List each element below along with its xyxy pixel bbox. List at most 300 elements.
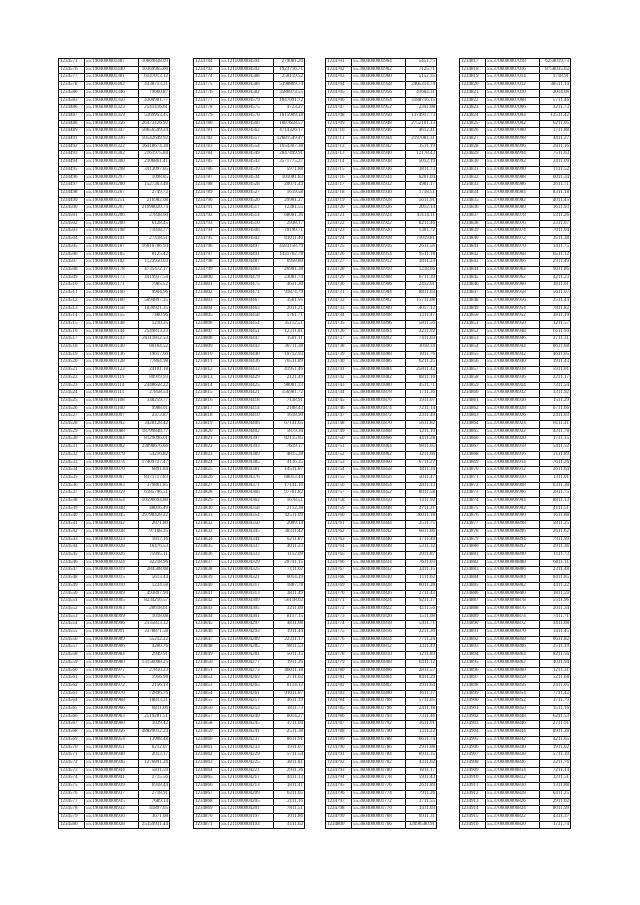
coordinate-cell: 55.3706000007006 (486, 105, 540, 113)
record-id-cell: 1234847 (460, 290, 486, 298)
amount-cell: 4011.94 (540, 659, 571, 667)
amount-cell: 98081.33 (274, 382, 305, 390)
record-id-cell: 1234540 (59, 513, 85, 521)
amount-cell: 1847091.72 (274, 97, 305, 105)
amount-cell: 2111.89 (540, 451, 571, 459)
amount-cell: 1311.47 (406, 313, 437, 321)
amount-cell: 81011.40 (274, 236, 305, 244)
table-row (194, 474, 305, 482)
record-id-cell: 1234552 (59, 605, 85, 613)
amount-cell: 38511.14 (540, 82, 571, 90)
coordinate-cell: 55.3706000006858 (486, 675, 540, 683)
amount-cell: 3311.92 (540, 390, 571, 398)
table-row (460, 305, 571, 313)
record-id-cell: 1234505 (59, 243, 85, 251)
coordinate-cell: 55.3706000006840 (486, 744, 540, 752)
coordinate-cell: 55.3706000006906 (486, 490, 540, 498)
record-id-cell: 1234813 (194, 374, 220, 382)
amount-cell: 1618.90 (274, 413, 305, 421)
amount-cell: 1718.51 (406, 189, 437, 197)
amount-cell: 7211.14 (540, 767, 571, 775)
record-id-cell: 1234893 (460, 644, 486, 652)
amount-cell: 12681549.47 (274, 136, 305, 144)
amount-cell: 7811.51 (274, 806, 305, 814)
amount-cell: 3711.04 (274, 721, 305, 729)
coordinate-cell: 55.3706000006968 (486, 251, 540, 259)
record-id-cell: 1234846 (194, 629, 220, 637)
table-row (59, 66, 170, 74)
coordinate-cell: 55.1904000001119 (85, 374, 139, 382)
coordinate-cell: 55.3706000006932 (486, 390, 540, 398)
record-id-cell: 1234516 (59, 328, 85, 336)
coordinate-cell: 55.3706000006860 (486, 667, 540, 675)
record-id-cell: 1234717 (326, 182, 352, 190)
coordinate-cell: 55.3706000006946 (486, 336, 540, 344)
table-row (194, 744, 305, 752)
table-row (59, 205, 170, 213)
record-id-cell: 1234747 (326, 413, 352, 421)
record-id-cell: 1234784 (326, 698, 352, 706)
amount-cell: 4815.28 (274, 451, 305, 459)
table-row (460, 605, 571, 613)
coordinate-cell: 55.3604000001768 (352, 813, 406, 821)
table-row (194, 575, 305, 583)
record-id-cell: 1234853 (194, 682, 220, 690)
amount-cell: 5811.25 (540, 521, 571, 529)
amount-cell: 10369965.60 (139, 66, 170, 74)
amount-cell: 23081.74 (274, 274, 305, 282)
coordinate-cell: 55.1904000000970 (85, 690, 139, 698)
table-row (460, 59, 571, 67)
record-id-cell: 1234870 (194, 813, 220, 821)
table-row (326, 690, 437, 698)
amount-cell: 2711.31 (540, 336, 571, 344)
amount-cell: 2511.19 (540, 644, 571, 652)
amount-cell: 1311.88 (540, 783, 571, 791)
record-id-cell: 1234822 (460, 97, 486, 105)
coordinate-cell: 55.3706000006918 (486, 444, 540, 452)
table-row (326, 228, 437, 236)
record-id-cell: 1234737 (326, 336, 352, 344)
table-row (460, 513, 571, 521)
record-id-cell: 1234537 (59, 490, 85, 498)
amount-cell: 1111.62 (406, 575, 437, 583)
record-id-cell: 1234767 (326, 567, 352, 575)
amount-cell: 7311.46 (406, 713, 437, 721)
coordinate-cell: 55.1211000004534 (220, 174, 274, 182)
amount-cell: 3611.91 (406, 721, 437, 729)
record-id-cell: 1234519 (59, 351, 85, 359)
record-id-cell: 1234785 (194, 159, 220, 167)
table-row (460, 783, 571, 791)
coordinate-cell: 55.1904000001005 (85, 598, 139, 606)
table-row (194, 759, 305, 767)
record-id-cell: 1234879 (460, 536, 486, 544)
record-id-cell: 1234778 (194, 105, 220, 113)
table-row (326, 729, 437, 737)
record-id-cell: 1234849 (194, 652, 220, 660)
table-row (326, 659, 437, 667)
table-row (59, 290, 170, 298)
record-id-cell: 1234722 (326, 220, 352, 228)
amount-cell: 2373.87 (139, 413, 170, 421)
record-id-cell: 1234526 (59, 405, 85, 413)
record-id-cell: 1234529 (59, 428, 85, 436)
coordinate-cell: 55.3706000006900 (486, 513, 540, 521)
record-id-cell: 1234913 (460, 798, 486, 806)
record-id-cell: 1234894 (460, 652, 486, 660)
coordinate-cell: 55.3604000001822 (352, 605, 406, 613)
record-id-cell: 1234554 (59, 621, 85, 629)
record-id-cell: 1234757 (326, 490, 352, 498)
record-id-cell: 1234782 (194, 136, 220, 144)
amount-cell: 1879.36 (274, 428, 305, 436)
amount-cell: 2411.18 (406, 706, 437, 714)
record-id-cell: 1234739 (326, 351, 352, 359)
coordinate-cell: 55.3604000001852 (352, 490, 406, 498)
table-row (326, 667, 437, 675)
coordinate-cell: 55.1904000001097 (85, 413, 139, 421)
coordinate-cell: 55.1904000000956 (85, 729, 139, 737)
record-id-cell: 1234740 (326, 359, 352, 367)
coordinate-cell: 55.1211000004575 (220, 105, 274, 113)
table-row (59, 351, 170, 359)
coordinate-cell: 55.3604000001888 (352, 351, 406, 359)
coordinate-cell: 55.1211000004487 (220, 259, 274, 267)
record-id-cell: 1234729 (326, 274, 352, 282)
table-row (194, 613, 305, 621)
amount-cell: 1011.86 (274, 813, 305, 821)
coordinate-cell: 55.1211000004333 (220, 552, 274, 560)
table-row (460, 613, 571, 621)
coordinate-cell: 55.1904000001084 (85, 436, 139, 444)
table-row (194, 721, 305, 729)
record-id-cell: 1234844 (460, 266, 486, 274)
amount-cell: 2106861.41 (139, 159, 170, 167)
coordinate-cell: 55.3604000001798 (352, 698, 406, 706)
amount-cell: 16476.53 (139, 544, 170, 552)
amount-cell: 5012.19 (406, 159, 437, 167)
record-id-cell: 1234810 (194, 351, 220, 359)
amount-cell: 1111.52 (540, 166, 571, 174)
ledger-column-3 (325, 58, 437, 829)
amount-cell: 6911.31 (406, 813, 437, 821)
table-row (460, 482, 571, 490)
table-row (460, 251, 571, 259)
table-row (59, 783, 170, 791)
record-id-cell: 1234518 (59, 344, 85, 352)
coordinate-cell: 55.3706000006916 (486, 451, 540, 459)
amount-cell: 7619.17 (274, 444, 305, 452)
record-id-cell: 1234843 (460, 259, 486, 267)
coordinate-cell: 55.3706000006882 (486, 582, 540, 590)
record-id-cell: 1234716 (326, 174, 352, 182)
coordinate-cell: 55.3706000006838 (486, 752, 540, 760)
coordinate-cell: 55.1904000001048 (85, 505, 139, 513)
amount-cell: 2161975.84 (139, 151, 170, 159)
record-id-cell: 1234910 (460, 775, 486, 783)
record-id-cell: 1234752 (326, 451, 352, 459)
table-row (326, 120, 437, 128)
coordinate-cell: 55.1904000001088 (85, 428, 139, 436)
record-id-cell: 1234867 (460, 444, 486, 452)
table-row (194, 159, 305, 167)
record-id-cell: 1234816 (194, 397, 220, 405)
coordinate-cell: 55.1904000000930 (85, 813, 139, 821)
record-id-cell: 1234783 (194, 143, 220, 151)
record-id-cell: 1234854 (194, 690, 220, 698)
table-row (59, 367, 170, 375)
table-row (460, 629, 571, 637)
amount-cell: 4300901.77 (139, 97, 170, 105)
amount-cell: 5711.46 (540, 97, 571, 105)
record-id-cell: 1234539 (59, 505, 85, 513)
table-row (326, 151, 437, 159)
table-row (194, 166, 305, 174)
amount-cell: 284508.08 (139, 567, 170, 575)
ledger-column-4 (459, 58, 571, 829)
table-row (460, 806, 571, 814)
amount-cell: 20741.15 (274, 559, 305, 567)
record-id-cell: 1234820 (194, 428, 220, 436)
table-row (326, 759, 437, 767)
table-row (460, 197, 571, 205)
amount-cell: 4611.05 (540, 351, 571, 359)
coordinate-cell: 55.1904000001198 (85, 228, 139, 236)
coordinate-cell: 55.3604000001850 (352, 498, 406, 506)
amount-cell: 6211.05 (540, 120, 571, 128)
coordinate-cell: 55.3604000001840 (352, 536, 406, 544)
amount-cell: 3428128.42 (139, 421, 170, 429)
table-row (460, 351, 571, 359)
record-id-cell: 1234751 (326, 444, 352, 452)
record-id-cell: 1234557 (59, 644, 85, 652)
coordinate-cell: 55.3604000001908 (352, 274, 406, 282)
coordinate-cell: 55.3706000006898 (486, 521, 540, 529)
record-id-cell: 1234579 (59, 813, 85, 821)
coordinate-cell: 55.1211000004257 (220, 698, 274, 706)
amount-cell: 1619.58 (274, 189, 305, 197)
coordinate-cell: 55.1904000001185 (85, 251, 139, 259)
table-row (194, 444, 305, 452)
coordinate-cell: 55.3604000001832 (352, 567, 406, 575)
amount-cell: 10669838.09 (139, 59, 170, 67)
table-row (326, 498, 437, 506)
table-row (460, 397, 571, 405)
amount-cell: 1611.37 (406, 690, 437, 698)
coordinate-cell: 55.3604000001876 (352, 397, 406, 405)
table-row (59, 182, 170, 190)
amount-cell: 14511.87 (274, 467, 305, 475)
table-row (326, 698, 437, 706)
coordinate-cell: 55.3604000001960 (352, 74, 406, 82)
table-row (326, 66, 437, 74)
coordinate-cell: 55.1904000001300 (85, 159, 139, 167)
record-id-cell: 1234837 (460, 213, 486, 221)
record-id-cell: 1234530 (59, 436, 85, 444)
coordinate-cell: 55.3604000001930 (352, 189, 406, 197)
record-id-cell: 1234794 (326, 775, 352, 783)
record-id-cell: 1234774 (194, 74, 220, 82)
coordinate-cell: 55.3604000001904 (352, 290, 406, 298)
table-row (460, 97, 571, 105)
table-row (59, 713, 170, 721)
amount-cell: 2711.63 (274, 675, 305, 683)
record-id-cell: 1234578 (59, 82, 85, 90)
record-id-cell: 1234793 (326, 767, 352, 775)
amount-cell: 12311.81 (274, 328, 305, 336)
coordinate-cell: 55.1211000004418 (220, 397, 274, 405)
record-id-cell: 1234569 (59, 736, 85, 744)
table-row (59, 605, 170, 613)
amount-cell: 1234.58 (139, 582, 170, 590)
amount-cell: 82115.05 (274, 436, 305, 444)
amount-cell: 3211.51 (540, 775, 571, 783)
amount-cell: 2011.21 (274, 305, 305, 313)
table-row (460, 636, 571, 644)
amount-cell: 6811.06 (406, 528, 437, 536)
table-row (460, 182, 571, 190)
table-row (59, 444, 170, 452)
amount-cell: 80919.93 (139, 374, 170, 382)
coordinate-cell: 55.1211000004329 (220, 559, 274, 567)
amount-cell: 1511.08 (406, 613, 437, 621)
amount-cell: 12511.42 (540, 112, 571, 120)
coordinate-cell: 55.3706000006982 (486, 197, 540, 205)
amount-cell: 1761.71 (274, 313, 305, 321)
coordinate-cell: 55.1904000001070 (85, 467, 139, 475)
table-row (194, 421, 305, 429)
amount-cell: 41951.46 (274, 367, 305, 375)
table-row (326, 405, 437, 413)
amount-cell: 1411.75 (540, 243, 571, 251)
amount-cell: 4583158.79 (274, 243, 305, 251)
amount-cell: 42511.09 (274, 513, 305, 521)
amount-cell: 1374917.73 (406, 112, 437, 120)
table-row (194, 97, 305, 105)
record-id-cell: 1234899 (460, 690, 486, 698)
record-id-cell: 1234547 (59, 567, 85, 575)
amount-cell: 8411.29 (406, 675, 437, 683)
record-id-cell: 1234553 (59, 613, 85, 621)
table-row (460, 297, 571, 305)
amount-cell: 1611.88 (540, 513, 571, 521)
amount-cell: 8011.58 (406, 490, 437, 498)
coordinate-cell: 55.3706000007010 (486, 89, 540, 97)
record-id-cell: 1234786 (326, 713, 352, 721)
record-id-cell: 1234564 (59, 698, 85, 706)
amount-cell: 1956.98 (139, 675, 170, 683)
coordinate-cell: 55.3604000001782 (352, 759, 406, 767)
coordinate-cell: 55.3604000001864 (352, 444, 406, 452)
amount-cell: 2611.62 (540, 528, 571, 536)
record-id-cell: 1234548 (59, 575, 85, 583)
coordinate-cell: 55.3604000001924 (352, 213, 406, 221)
amount-cell: 8111.41 (540, 421, 571, 429)
amount-cell: 1923716.71 (274, 66, 305, 74)
record-id-cell: 1234525 (59, 397, 85, 405)
table-row (326, 390, 437, 398)
record-id-cell: 1234741 (326, 367, 352, 375)
coordinate-cell: 55.1211000004451 (220, 328, 274, 336)
amount-cell: 6014.19 (274, 575, 305, 583)
table-row (194, 205, 305, 213)
coordinate-cell: 55.3604000001962 (352, 66, 406, 74)
amount-cell: 258119.52 (274, 74, 305, 82)
record-id-cell: 1234824 (460, 112, 486, 120)
table-row (194, 713, 305, 721)
record-id-cell: 1234868 (460, 451, 486, 459)
amount-cell: 8234216.57 (139, 598, 170, 606)
coordinate-cell: 55.3706000006888 (486, 559, 540, 567)
record-id-cell: 1234511 (59, 290, 85, 298)
amount-cell: 54216.82 (139, 451, 170, 459)
coordinate-cell: 55.3706000006994 (486, 151, 540, 159)
coordinate-cell: 55.1211000004289 (220, 636, 274, 644)
coordinate-cell: 55.1904000001200 (85, 220, 139, 228)
coordinate-cell: 55.3706000006828 (486, 790, 540, 798)
record-id-cell: 1234783 (326, 690, 352, 698)
coordinate-cell: 55.1211000004245 (220, 721, 274, 729)
coordinate-cell: 55.1211000004543 (220, 159, 274, 167)
coordinate-cell: 55.1211000004317 (220, 582, 274, 590)
coordinate-cell: 55.3706000006836 (486, 759, 540, 767)
amount-cell: 1311.01 (540, 474, 571, 482)
record-id-cell: 1234720 (326, 205, 352, 213)
amount-cell: 55212.22 (139, 636, 170, 644)
table-row (460, 813, 571, 821)
amount-cell: 4411.27 (540, 136, 571, 144)
coordinate-cell: 55.1904000001171 (85, 282, 139, 290)
coordinate-cell: 55.1211000004237 (220, 736, 274, 744)
coordinate-cell: 55.3604000001918 (352, 236, 406, 244)
amount-cell: 6211.87 (274, 536, 305, 544)
amount-cell: 1817.16 (139, 536, 170, 544)
amount-cell: 5811.56 (406, 320, 437, 328)
coordinate-cell: 55.1904000001356 (85, 120, 139, 128)
table-row (326, 682, 437, 690)
table-row (460, 667, 571, 675)
record-id-cell: 1234793 (194, 220, 220, 228)
amount-cell: 9988.01 (139, 405, 170, 413)
record-id-cell: 1234571 (59, 59, 85, 67)
table-row (460, 490, 571, 498)
coordinate-cell: 55.3604000001860 (352, 459, 406, 467)
coordinate-cell: 55.1211000004376 (220, 474, 274, 482)
coordinate-cell: 55.3604000001948 (352, 120, 406, 128)
table-row (59, 236, 170, 244)
record-id-cell: 1234817 (460, 59, 486, 67)
coordinate-cell: 55.1211000004594 (220, 59, 274, 67)
record-id-cell: 1234872 (460, 482, 486, 490)
amount-cell: 3811.81 (274, 759, 305, 767)
table-row (460, 675, 571, 683)
record-id-cell: 1234507 (59, 259, 85, 267)
amount-cell: 4011.45 (540, 197, 571, 205)
amount-cell: 3671.08 (139, 813, 170, 821)
coordinate-cell: 55.3706000006928 (486, 405, 540, 413)
record-id-cell: 1234531 (59, 444, 85, 452)
table-row (326, 397, 437, 405)
coordinate-cell: 55.3604000001788 (352, 736, 406, 744)
table-row (59, 698, 170, 706)
coordinate-cell: 55.3604000001828 (352, 582, 406, 590)
table-row (326, 575, 437, 583)
coordinate-cell: 55.1211000004506 (220, 228, 274, 236)
ledger-column-1 (58, 58, 170, 829)
table-row (194, 682, 305, 690)
amount-cell: 1711.36 (406, 390, 437, 398)
